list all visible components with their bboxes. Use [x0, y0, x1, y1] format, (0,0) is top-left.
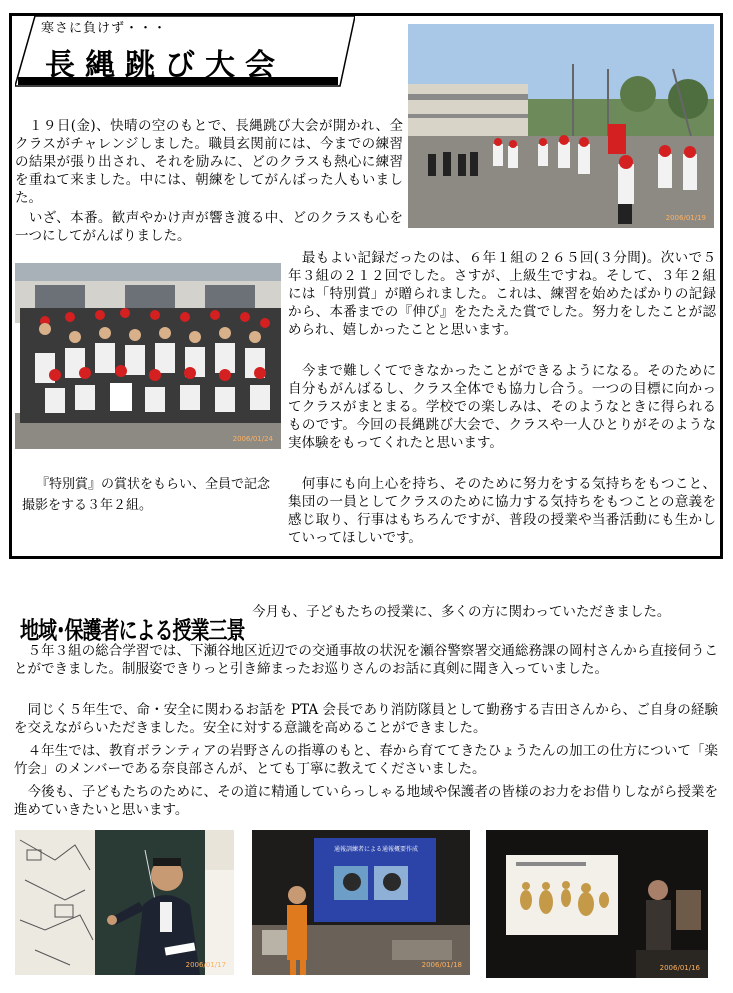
- photo-schoolyard-jumprope: 2006/01/19: [408, 24, 714, 228]
- article-body-race: いざ、本番。歓声やかけ声が響き渡る中、どのクラスも心を一つにしてがんばりました。: [15, 210, 403, 244]
- projector-slide-title: 通報訓練者による通報概要作成: [333, 846, 418, 853]
- article-kicker: 寒さに負けず・・・: [41, 21, 168, 36]
- photo-caption: 『特別賞』の賞状をもらい、全員で記念撮影をする３年２組。: [22, 477, 271, 513]
- article-title-banner: [15, 14, 355, 90]
- section-body-gourd: ４年生では、教育ボランティアの岩野さんの指導のもと、春から育ててきたひょうたんの加工の仕方について「楽竹会」のメンバーである奈良部さんが、とても丁寧に教えてくださいました。: [14, 743, 718, 777]
- article-body-closing: 何事にも向上心を持ち、そのために努力をする気持ちをもつこと、集団の一員としてクラスのために協力する気持ちをもつことの意義を感じ取り、行事はもちろんですが、普段の授業や当番活動にも生かしていってほしいです。: [288, 476, 716, 546]
- section-title: 地域･保護者による授業三景: [20, 617, 245, 645]
- section-body-police: ５年３組の総合学習では、下瀬谷地区近辺での交通事故の状況を瀬谷警察署交通総務課の岡村さんから直接伺うことができました。制服姿できりっと引き締まったお巡りさんのお話に真剣に聞き入っていました。: [14, 643, 718, 677]
- article-title: 長縄跳び大会: [45, 48, 285, 83]
- article-body-reflection: 今まで難しくてできなかったことができるようになる。そのために自分もがんばるし、クラス全体でも協力し合う。一つの目標に向かってクラスがまとまる。学校での楽しみは、そのようなときに得られるものです。今回の長縄跳び大会で、クラスや一人ひとりがそのような実体験をもってくれたと思います。: [288, 363, 716, 451]
- photo-firefighter-presentation: 通報訓練者による通報概要作成 2006/01/18: [252, 830, 470, 975]
- section-intro: 今月も、子どもたちの授業に、多くの方に関わっていただきました。: [252, 604, 671, 620]
- article-body-intro: １９日(金)、快晴の空のもとで、長縄跳び大会が開かれ、全クラスがチャレンジしました。職員玄関前には、今までの練習の結果が張り出され、それを励みに、どのクラスも熱心に練習を重ねて来ました。中には、朝練をしてがんばった人もいました。: [15, 118, 403, 206]
- article-body-records: 最もよい記録だったのは、６年１組の２６５回(３分間)。次いで５年３組の２１２回でした。さすが、上級生ですね。そして、３年２組には「特別賞」が贈られました。これは、練習を始めたばかりの記録から、本番までの『伸び』をたたえた賞でした。努力をしたことが認められ、嬉しかったことと思います。: [288, 250, 716, 338]
- photo-police-officer: 2006/01/17: [15, 830, 234, 975]
- section-body-firefighter: 同じく５年生で、命・安全に関わるお話を PTA 会長であり消防隊員として勤務する吉田さんから、ご自身の経験を交えながらいただきました。安全に対する意識を高めることができました。: [14, 702, 718, 736]
- section-body-future: 今後も、子どもたちのために、その道に精通していらっしゃる地域や保護者の皆様のお力をお借りしながら授業を進めていきたいと思います。: [14, 784, 718, 818]
- photo-gourd-lesson: 2006/01/16: [486, 830, 708, 978]
- photo-class-group: 2006/01/24: [15, 263, 281, 449]
